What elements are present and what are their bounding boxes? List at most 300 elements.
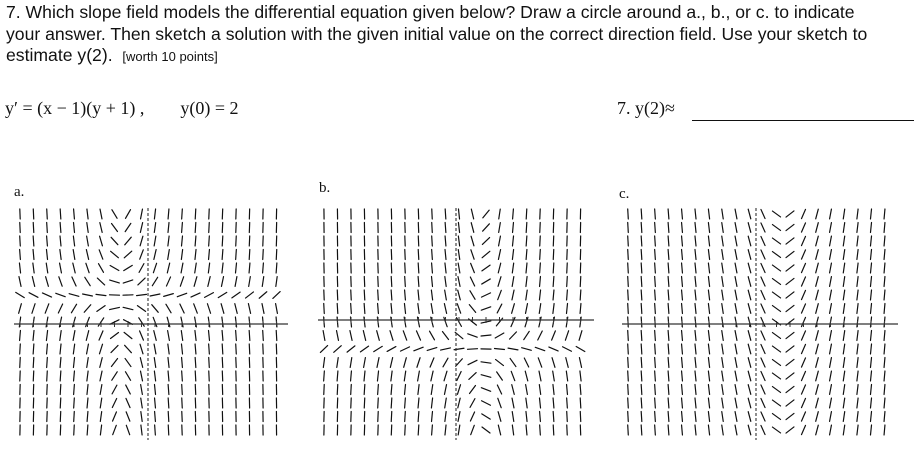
slope-segment — [236, 331, 237, 341]
slope-segment — [100, 236, 103, 246]
slope-segment — [628, 344, 629, 354]
slope-segment — [154, 358, 155, 368]
slope-segment — [236, 250, 237, 260]
slope-segment — [141, 412, 142, 422]
question-line-3 — [6, 45, 911, 68]
slope-segment — [695, 398, 696, 408]
slope-segment — [74, 425, 75, 435]
slope-segment — [870, 290, 871, 300]
slope-segment — [60, 263, 62, 273]
slope-segment — [628, 358, 629, 368]
slope-segment — [60, 209, 61, 219]
slope-segment — [33, 344, 34, 354]
slope-segment — [772, 292, 780, 298]
slope-segment — [526, 290, 527, 300]
slope-segment — [786, 413, 794, 419]
slope-segment — [378, 290, 379, 300]
slope-segment — [405, 385, 406, 395]
slope-field-c[interactable] — [622, 208, 898, 440]
slope-segment — [539, 290, 540, 300]
slope-segment — [641, 398, 642, 408]
slope-segment — [334, 346, 342, 353]
slope-segment — [71, 304, 76, 313]
slope-segment — [154, 236, 156, 246]
slope-segment — [405, 398, 406, 408]
slope-segment — [830, 290, 832, 300]
question-estimate-target: y(2). — [77, 45, 113, 65]
slope-segment — [884, 290, 885, 300]
slope-segment — [364, 304, 365, 314]
slope-segment — [195, 236, 196, 246]
slope-segment — [481, 362, 491, 363]
slope-segment — [99, 344, 102, 354]
slope-segment — [695, 304, 696, 314]
initial-condition: y(0) = 2 — [180, 98, 239, 118]
slope-segment — [722, 290, 723, 300]
slope-segment — [431, 398, 432, 408]
slope-segment — [843, 236, 844, 246]
slope-segment — [830, 223, 832, 233]
slope-segment — [378, 398, 379, 408]
slope-segment — [431, 304, 433, 314]
slope-segment — [857, 398, 858, 408]
slope-segment — [263, 331, 264, 341]
slope-segment — [337, 331, 339, 341]
slope-segment — [324, 304, 325, 314]
slope-segment — [377, 371, 378, 381]
slope-segment — [100, 358, 102, 368]
slope-segment — [857, 385, 858, 395]
slope-segment — [59, 277, 62, 286]
slope-segment — [748, 385, 751, 395]
slope-segment — [209, 344, 210, 354]
slope-segment — [276, 277, 277, 287]
slope-segment — [391, 385, 392, 395]
slope-segment — [431, 290, 432, 300]
slope-segment — [884, 344, 885, 354]
slope-segment — [495, 349, 505, 350]
slope-segment — [427, 348, 437, 351]
slope-segment — [20, 358, 21, 368]
slope-segment — [830, 412, 832, 422]
slope-segment — [786, 305, 794, 311]
slope-segment — [222, 263, 223, 273]
slope-segment — [432, 263, 433, 273]
slope-segment — [337, 385, 338, 395]
slope-segment — [351, 304, 352, 314]
slope-segment — [816, 209, 819, 219]
slope-segment — [761, 236, 765, 245]
slope-segment — [830, 425, 832, 435]
question-line-2: your answer. Then sketch a solution with the given initial value on the correct direction field. Use your sketch to — [6, 23, 868, 44]
slope-segment — [432, 425, 433, 435]
slope-segment — [628, 209, 629, 219]
slope-segment — [391, 398, 392, 408]
slope-segment — [748, 358, 751, 368]
slope-segment — [498, 277, 501, 287]
slope-segment — [735, 290, 737, 300]
slope-segment — [445, 277, 446, 287]
slope-segment — [404, 371, 405, 381]
slope-segment — [445, 223, 446, 233]
slope-segment — [207, 304, 210, 314]
slope-segment — [641, 223, 642, 233]
slope-segment — [468, 349, 478, 350]
slope-segment — [816, 277, 819, 287]
slope-segment — [772, 373, 780, 379]
slope-segment — [442, 332, 448, 340]
slope-segment — [195, 371, 196, 381]
slope-segment — [482, 414, 490, 419]
slope-segment — [126, 385, 131, 394]
slope-segment — [99, 264, 104, 273]
slope-segment — [668, 304, 669, 314]
slope-segment — [445, 250, 446, 260]
slope-segment — [249, 277, 251, 287]
slope-segment — [884, 250, 885, 260]
slope-segment — [722, 209, 723, 219]
slope-segment — [60, 331, 61, 341]
slope-segment — [405, 263, 406, 273]
slope-segment — [641, 344, 642, 354]
slope-segment — [126, 425, 129, 434]
slope-segment — [87, 385, 88, 395]
de-formula: y′ = (x − 1)(y + 1) , — [5, 98, 145, 118]
slope-segment — [553, 250, 554, 260]
slope-segment — [100, 398, 102, 408]
slope-segment — [181, 263, 183, 273]
slope-segment — [150, 294, 160, 296]
slope-segment — [761, 223, 765, 232]
slope-segment — [843, 304, 844, 314]
slope-segment — [337, 371, 338, 381]
slope-segment — [772, 400, 780, 406]
slope-segment — [708, 290, 709, 300]
slope-segment — [154, 250, 156, 260]
slope-segment — [722, 412, 723, 422]
slope-segment — [580, 304, 581, 314]
slope-segment — [74, 371, 75, 381]
slope-segment — [58, 304, 62, 313]
slope-segment — [628, 304, 629, 314]
slope-segment — [33, 263, 34, 273]
slope-segment — [668, 277, 669, 287]
slope-segment — [418, 425, 419, 435]
slope-segment — [641, 331, 642, 341]
slope-segment — [417, 358, 420, 368]
slope-segment — [138, 278, 145, 285]
slope-segment — [195, 344, 196, 354]
slope-segment — [830, 344, 832, 354]
slope-segment — [33, 358, 34, 368]
slope-segment — [722, 250, 723, 260]
slope-segment — [510, 358, 516, 366]
slope-segment — [168, 223, 169, 233]
slope-segment — [432, 412, 433, 422]
slope-segment — [655, 385, 656, 395]
slope-segment — [748, 277, 751, 287]
slope-segment — [748, 304, 751, 314]
slope-segment — [126, 412, 130, 421]
slope-segment — [471, 223, 474, 233]
slope-segment — [99, 250, 103, 259]
slope-segment — [524, 331, 530, 339]
slope-segment — [74, 398, 75, 408]
slope-segment — [884, 371, 885, 381]
slope-segment — [20, 344, 21, 354]
slope-segment — [431, 385, 433, 395]
slope-segment — [668, 263, 669, 273]
panel-b-label[interactable]: b. — [319, 180, 331, 196]
slope-segment — [655, 425, 656, 435]
slope-segment — [553, 290, 554, 300]
slope-segment — [655, 250, 656, 260]
slope-segment — [166, 304, 171, 313]
slope-segment — [580, 290, 581, 300]
slope-segment — [668, 223, 669, 233]
slope-segment — [553, 263, 554, 273]
slope-segment — [137, 294, 147, 295]
slope-segment — [46, 331, 47, 341]
slope-segment — [418, 398, 419, 408]
slope-segment — [33, 236, 34, 246]
slope-segment — [722, 358, 723, 368]
panel-a-label[interactable]: a. — [14, 184, 25, 200]
slope-segment — [482, 401, 491, 406]
slope-segment — [458, 412, 460, 422]
slope-segment — [164, 294, 174, 297]
slope-segment — [482, 238, 489, 245]
slope-segment — [29, 293, 38, 298]
slope-segment — [772, 252, 780, 258]
slope-segment — [641, 236, 642, 246]
slope-segment — [801, 236, 805, 245]
slope-segment — [19, 277, 21, 287]
slope-segment — [141, 371, 143, 381]
slope-segment — [232, 292, 240, 298]
panel-c-label[interactable]: c. — [619, 186, 630, 202]
slope-segment — [111, 359, 117, 367]
slope-segment — [735, 223, 737, 233]
slope-segment — [884, 304, 885, 314]
slope-segment — [222, 250, 223, 260]
slope-field-a[interactable] — [14, 208, 288, 440]
slope-segment — [141, 425, 142, 435]
slope-segment — [708, 398, 709, 408]
slope-segment — [125, 372, 130, 381]
slope-segment — [73, 250, 75, 260]
slope-segment — [222, 358, 223, 368]
slope-segment — [830, 277, 832, 287]
slope-segment — [722, 398, 723, 408]
slope-segment — [87, 425, 88, 435]
slope-segment — [641, 425, 642, 435]
slope-segment — [456, 359, 463, 366]
slope-segment — [73, 344, 74, 354]
slope-segment — [628, 277, 629, 287]
slope-segment — [74, 223, 75, 233]
slope-segment — [668, 398, 669, 408]
slope-segment — [194, 277, 197, 287]
slope-segment — [522, 348, 532, 351]
slope-segment — [552, 331, 556, 340]
slope-segment — [735, 263, 737, 273]
slope-segment — [364, 358, 366, 368]
slope-segment — [552, 358, 555, 368]
slope-field-b[interactable] — [318, 208, 594, 440]
question-estimate-prefix: estimate — [6, 45, 78, 65]
answer-blank[interactable] — [692, 120, 914, 121]
slope-segment — [580, 398, 581, 408]
slope-segment — [154, 371, 155, 381]
slope-segment — [140, 223, 142, 233]
slope-segment — [628, 331, 629, 341]
slope-segment — [668, 425, 669, 435]
slope-segment — [249, 263, 250, 273]
slope-segment — [20, 331, 21, 341]
slope-segment — [682, 250, 683, 260]
slope-segment — [124, 265, 133, 270]
slope-segment — [263, 263, 264, 273]
slope-segment — [363, 331, 365, 341]
slope-segment — [682, 223, 683, 233]
slope-segment — [42, 293, 51, 297]
slope-segment — [772, 333, 780, 339]
slope-segment — [655, 223, 656, 233]
slope-segment — [524, 358, 528, 367]
slope-segment — [540, 263, 541, 273]
slope-segment — [526, 304, 528, 314]
slope-segment — [884, 277, 885, 287]
slope-segment — [262, 277, 263, 287]
slope-segment — [786, 359, 794, 365]
slope-segment — [735, 331, 737, 341]
slope-segment — [458, 236, 459, 246]
slope-segment — [722, 385, 723, 395]
slope-segment — [801, 223, 805, 232]
slope-segment — [735, 236, 737, 246]
slope-segment — [99, 331, 103, 340]
slope-segment — [843, 412, 844, 422]
slope-segment — [141, 209, 143, 219]
slope-segment — [86, 331, 88, 341]
slope-segment — [708, 331, 709, 341]
slope-segment — [140, 358, 142, 368]
slope-segment — [816, 358, 819, 368]
slope-segment — [377, 331, 380, 341]
slope-segment — [154, 344, 156, 354]
slope-segment — [884, 412, 885, 422]
slope-segment — [276, 304, 278, 314]
slope-segment — [391, 371, 392, 381]
slope-segment — [786, 332, 794, 338]
slope-segment — [222, 344, 223, 354]
slope-segment — [60, 236, 61, 246]
slope-segment — [60, 398, 61, 408]
slope-segment — [567, 385, 568, 395]
slope-segment — [182, 385, 183, 395]
slope-segment — [481, 335, 491, 336]
slope-segment — [74, 385, 75, 395]
slope-segment — [33, 250, 34, 260]
slope-segment — [539, 371, 541, 381]
slope-segment — [444, 371, 447, 381]
slope-segment — [512, 385, 515, 395]
slope-segment — [830, 304, 832, 314]
slope-segment — [668, 358, 669, 368]
slope-segment — [432, 236, 433, 246]
slope-segment — [205, 293, 214, 298]
slope-segment — [761, 344, 765, 353]
slope-segment — [857, 412, 858, 422]
slope-segment — [801, 344, 805, 353]
slope-segment — [431, 371, 433, 381]
slope-segment — [641, 277, 642, 287]
slope-segment — [508, 348, 518, 350]
slope-segment — [482, 251, 490, 257]
slope-segment — [857, 263, 858, 273]
slope-segment — [748, 290, 751, 300]
slope-segment — [470, 412, 474, 421]
slope-segment — [155, 425, 156, 435]
slope-segment — [641, 263, 642, 273]
slope-segment — [857, 331, 858, 341]
slope-segment — [458, 277, 460, 287]
slope-segment — [772, 279, 780, 285]
slope-segment — [870, 250, 871, 260]
slope-segment — [441, 348, 451, 350]
slope-segment — [470, 385, 476, 393]
slope-segment — [857, 425, 858, 435]
slope-segments — [628, 209, 885, 435]
slope-segment — [682, 277, 683, 287]
slope-segment — [112, 398, 116, 407]
slope-segment — [772, 238, 780, 244]
slope-segment — [495, 333, 504, 338]
slope-segment — [870, 425, 871, 435]
slope-segment — [458, 290, 461, 300]
slope-segment — [155, 398, 156, 408]
slope-segment — [816, 290, 819, 300]
slope-segment — [180, 277, 183, 286]
slope-segment — [816, 371, 819, 381]
slope-segment — [628, 223, 629, 233]
slope-segment — [567, 412, 568, 422]
slope-segment — [816, 236, 819, 246]
slope-segment — [20, 250, 21, 260]
slope-segment — [668, 236, 669, 246]
slope-segment — [641, 209, 642, 219]
slope-segment — [168, 398, 169, 408]
slope-segment — [74, 209, 75, 219]
slope-segment — [248, 304, 250, 314]
slope-segment — [540, 412, 541, 422]
slope-segment — [168, 331, 170, 341]
slope-segment — [444, 304, 446, 314]
slope-segment — [553, 304, 554, 314]
slope-segment — [73, 263, 75, 273]
slope-segment — [168, 250, 170, 260]
slope-segment — [884, 385, 885, 395]
slope-segment — [430, 358, 434, 367]
slope-segment — [16, 292, 25, 297]
slope-segment — [458, 398, 460, 408]
slope-segment — [481, 388, 490, 392]
slope-segment — [168, 412, 169, 422]
slope-segment — [655, 358, 656, 368]
slope-segment — [418, 385, 419, 395]
slope-segment — [222, 236, 223, 246]
